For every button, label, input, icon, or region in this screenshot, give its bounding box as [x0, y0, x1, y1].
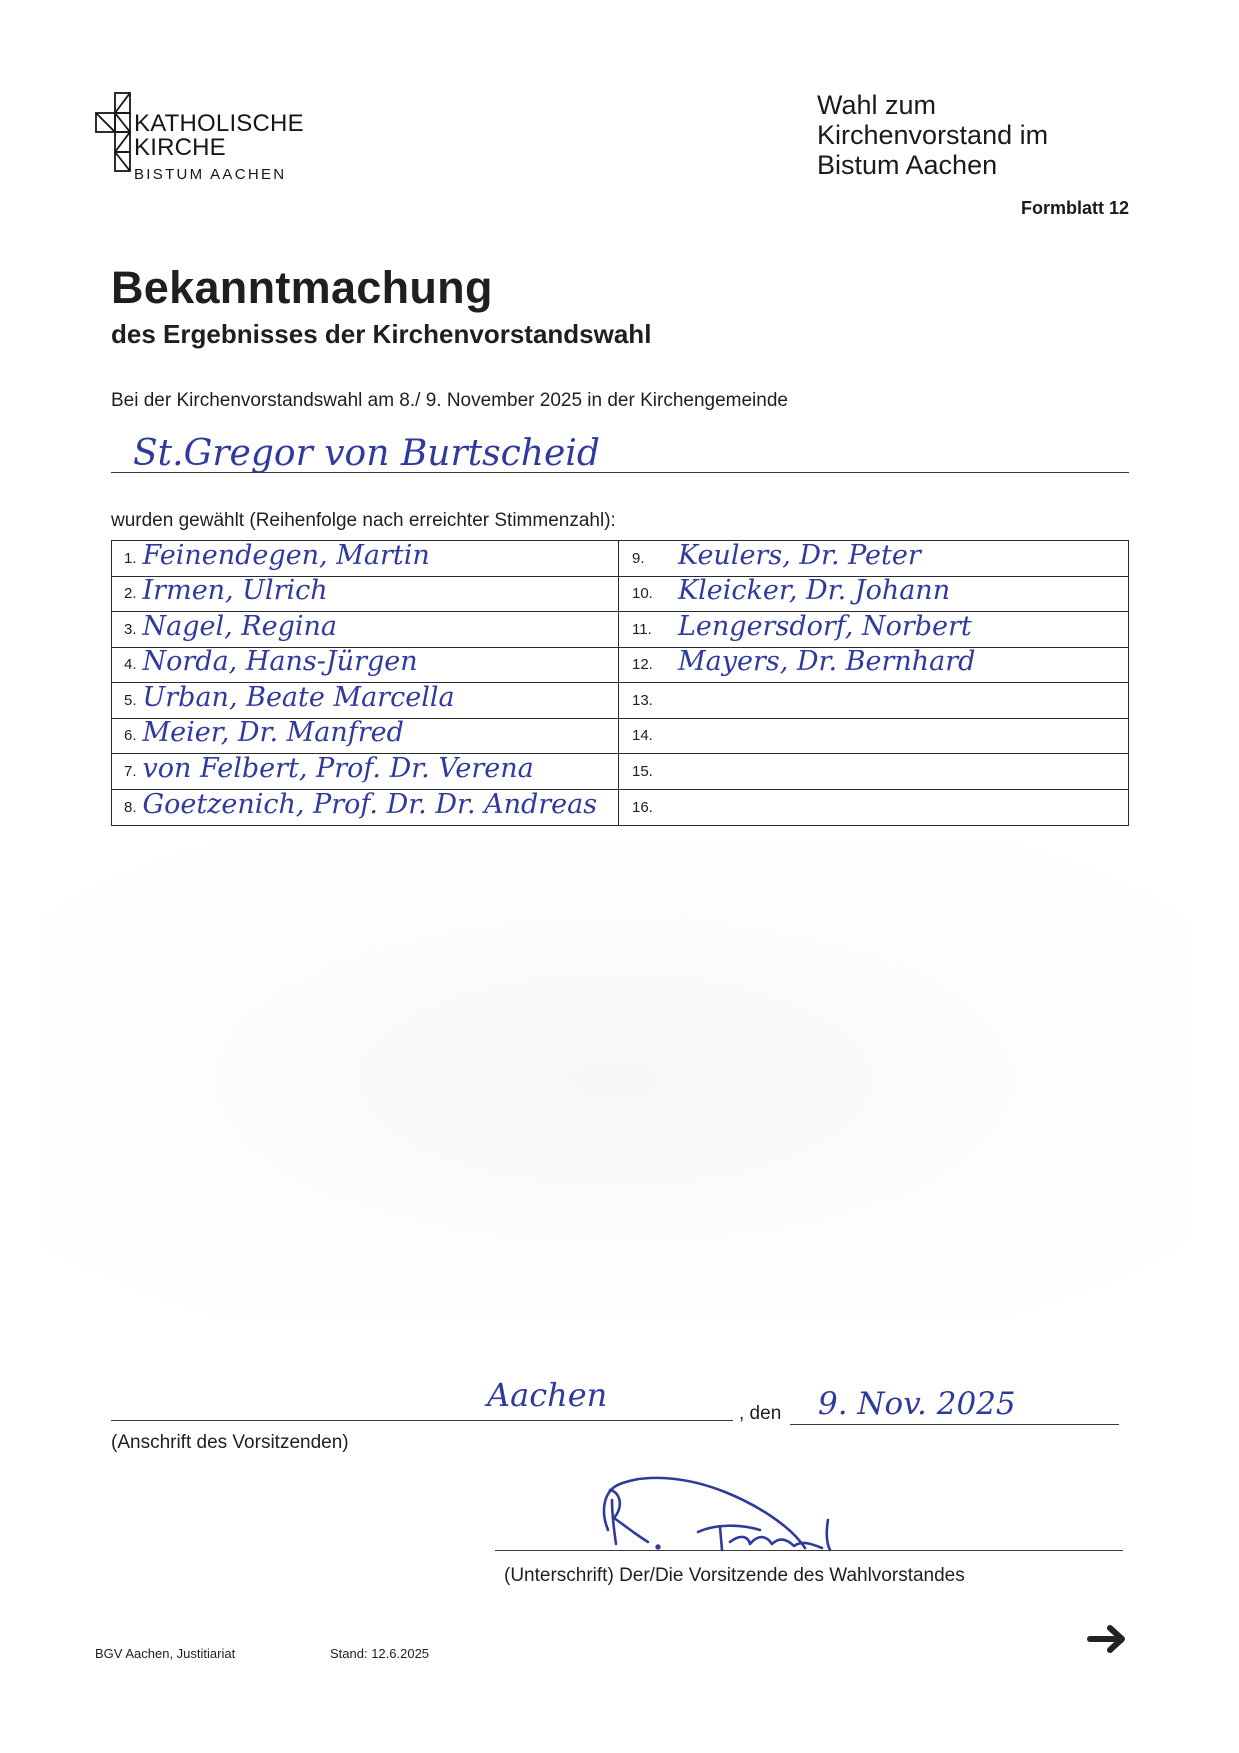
page-subtitle: des Ergebnisses der Kirchenvorstandswahl [111, 319, 652, 349]
election-header-line-2: Kirchenvorstand im [817, 120, 1049, 150]
table-row [112, 612, 619, 648]
member-name: Irmen, Ulrich [142, 575, 328, 607]
rank-number: 8. [124, 798, 137, 816]
member-name: Urban, Beate Marcella [142, 681, 455, 713]
place-value: Aachen [487, 1376, 608, 1414]
signature-label: (Unterschrift) Der/Die Vorsitzende des Wahlvorstandes [504, 1565, 965, 1586]
rank-number: 15. [632, 762, 653, 780]
logo-line-2: KIRCHE [134, 134, 226, 161]
rank-number: 3. [124, 620, 137, 638]
elected-members-table [111, 540, 1129, 826]
logo-line-1: KATHOLISCHE [134, 110, 304, 137]
table-row [112, 790, 619, 826]
date-line [790, 1424, 1119, 1425]
rank-number: 13. [632, 691, 653, 709]
table-row [112, 541, 619, 577]
rank-number: 4. [124, 656, 137, 674]
member-name: Meier, Dr. Manfred [142, 717, 404, 749]
member-name: Norda, Hans-Jürgen [142, 646, 418, 678]
rank-number: 6. [124, 727, 137, 745]
rank-number: 2. [124, 585, 137, 603]
table-row [112, 648, 619, 684]
election-header-line-1: Wahl zum [817, 90, 937, 120]
address-label: (Anschrift des Vorsitzenden) [111, 1432, 349, 1453]
member-name: Kleicker, Dr. Johann [678, 575, 951, 607]
page-title: Bekanntmachung [111, 262, 493, 313]
date-prefix-label: , den [739, 1403, 782, 1424]
table-row [112, 577, 619, 613]
rank-number: 7. [124, 762, 137, 780]
logo-line-3: BISTUM AACHEN [134, 166, 287, 183]
election-header-line-3: Bistum Aachen [817, 150, 998, 180]
table-row [112, 683, 619, 719]
table-row [619, 683, 1128, 719]
table-row [112, 754, 619, 790]
logo-wordmark [134, 112, 304, 186]
cross-triangles-logo-icon [95, 92, 131, 192]
place-line [111, 1420, 733, 1421]
footer-organization: BGV Aachen, Justitiariat [95, 1646, 236, 1661]
table-row [619, 541, 1128, 577]
member-name: Keulers, Dr. Peter [678, 539, 921, 571]
rank-number: 5. [124, 691, 137, 709]
table-row [619, 719, 1128, 755]
table-row [619, 790, 1128, 826]
table-row [619, 577, 1128, 613]
parish-field-line [111, 472, 1129, 473]
rank-number: 16. [632, 798, 653, 816]
scan-shading [40, 840, 1190, 1320]
member-name: Goetzenich, Prof. Dr. Dr. Andreas [142, 788, 598, 820]
table-row [619, 754, 1128, 790]
signature-line [495, 1550, 1123, 1551]
member-name: von Felbert, Prof. Dr. Verena [142, 752, 534, 784]
table-row [619, 612, 1128, 648]
member-name: Nagel, Regina [142, 610, 338, 642]
handwritten-signature-icon [590, 1470, 950, 1555]
diocese-logo [95, 92, 325, 192]
election-header [817, 90, 1048, 180]
intro-text: Bei der Kirchenvorstandswahl am 8./ 9. November 2025 in der Kirchengemeinde [111, 390, 788, 411]
table-row [112, 719, 619, 755]
rank-number: 12. [632, 656, 653, 674]
form-number: Formblatt 12 [1020, 198, 1129, 218]
rank-number: 10. [632, 585, 653, 603]
member-name: Feinendegen, Martin [142, 539, 430, 571]
member-name: Mayers, Dr. Bernhard [678, 646, 976, 678]
parish-field-value: St.Gregor von Burtscheid [133, 433, 600, 474]
rank-number: 11. [632, 620, 652, 638]
footer-version-date: Stand: 12.6.2025 [330, 1646, 430, 1661]
member-name: Lengersdorf, Norbert [678, 610, 972, 642]
elected-label: wurden gewählt (Reihenfolge nach erreichter Stimmenzahl): [111, 510, 616, 531]
rank-number: 1. [124, 549, 137, 567]
date-value: 9. Nov. 2025 [818, 1386, 1016, 1422]
rank-number: 9. [632, 549, 645, 567]
rank-number: 14. [632, 727, 653, 745]
table-row [619, 648, 1128, 684]
arrow-right-icon [1086, 1623, 1128, 1653]
